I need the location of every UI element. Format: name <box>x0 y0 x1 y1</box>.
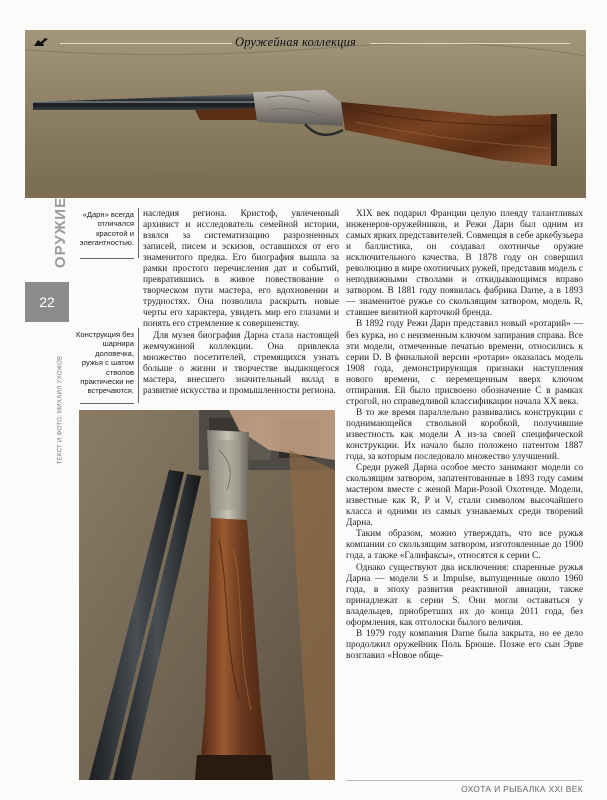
paragraph: В то же время параллельно развивались конструкции с поднимающейся ствольной коробкой, получившие известность как модели А из-за своей специфической конструкции. Их начало было положено патентом 1887 года, за которым последовало множество улучшений. <box>346 407 583 463</box>
paragraph: В 1979 году компания Darne была закрыта, но ее дело продолжил оружейник Поль Брюше. Позже его сын Эрве возглавил «Новое обще- <box>346 628 583 661</box>
caption-elegance: «Дарн» всегда отличался красотой и элегантностью. <box>79 210 134 248</box>
section-title: Оружейная коллекция <box>235 35 357 49</box>
photo-credit: ТЕКСТ И ФОТО: МИХАИЛ УХОЖОВ <box>57 355 64 465</box>
page-number: 22 <box>25 282 69 322</box>
paragraph: Среди ружей Дарна особое место занимают модели со скользящим затвором, запатентованные в 1893 году самим мастером вместе с женой Мари-Розой Охотенде. Модели, известные как R, P и V, стали символом высочайшего класса и одними из самых узнаваемых среди творений Дарна. <box>346 463 583 529</box>
footer-rule <box>346 780 583 781</box>
caption-vertical-rule <box>138 328 139 403</box>
paragraph: наследия региона. Кристоф, увлеченный архивист и исследователь семейной истории, взялся за систематизацию разрозненных записей, писем и эскизов, оставшихся от его знаменитого предка. Его биография вышла за рамки простого перечисления дат и событий, превратившись в живое повествование о творческом пути мастера, его вдохновении и трудностях. Она позволила раскрыть новые черты его характера, увидеть мир его глазами и понять его стремление к совершенству. <box>143 209 339 330</box>
magazine-footer: ОХОТА И РЫБАЛКА XXI ВЕК <box>461 784 583 794</box>
caption-rule <box>80 403 134 404</box>
paragraph: Таким образом, можно утверждать, что все ружья компании со скользящим затвором, изготовленные до 1900 года, а также «Галифаксы», относятся к серии С. <box>346 529 583 562</box>
caption-vertical-rule <box>138 208 139 258</box>
shotgun-photo <box>25 30 586 198</box>
caption-rule <box>80 258 134 259</box>
open-action-illustration <box>79 410 335 780</box>
shotgun-detail-photo <box>79 410 335 780</box>
paragraph: В 1892 году Режи Дарн представил новый «ротарий» — без курка, но с неизменным ключом запирания справа. Все эти модели, отмеченные печатью времени, относились к серии D. В финальной версии «ротари» оказалась модель 1908 года, демонстрирующая признаки наступления нового времени, с перемещенным вверх ключом отпирания. Ей было присвоено обозначение С в рамках строгой, но справедливой классификации начала XX века. <box>346 319 583 407</box>
shotgun-illustration <box>25 30 586 198</box>
section-rail-title: ОРУЖИЕ <box>52 196 70 268</box>
caption-construction: Конструкция без шарнира доловечка, ружья с шатом стволов практически не встречаются. <box>76 330 134 396</box>
article-column-2 <box>346 209 583 662</box>
paragraph: XIX век подарил Франции целую плеяду талантливых инженеров-оружейников, и Режи Дарн был одним из самых ярких представителей. Совмещая в себе аркебузьера и баллистика, он создавал охотничье оружие исключительного качества. В 1878 году он совершил революцию в мире охотничьих ружей, представив модель с неподвижными стволами и откидывающимся вправо затвором. В 1881 году появилась фабрика Darne, а в 1893 — знаменитое ружье со скользящим затвором, модель R, ставшее визитной карточкой бренда. <box>346 209 583 319</box>
header-rule-right <box>370 43 570 44</box>
header-rule-left <box>60 43 232 44</box>
article-column-1 <box>143 209 339 397</box>
hunter-logo-icon <box>33 37 49 47</box>
paragraph: Однако существуют два исключения: спаренные ружья Дарна — модели S и Impulse, выпущенные около 1960 года, в эпоху развития реактивной авиации, также принадлежат к серии S. Они могли оставаться у владельцев, приобретших их до конца 2011 года, без оформления, как отголоски былого величия. <box>346 562 583 628</box>
paragraph: Для музея биография Дарна стала настоящей жемчужиной коллекции. Она привлекла множество посетителей, стремящихся узнать больше о жизни и творчестве выдающегося мастера, внесшего значительный вклад в развитие искусства и промышленности региона. <box>143 330 339 396</box>
